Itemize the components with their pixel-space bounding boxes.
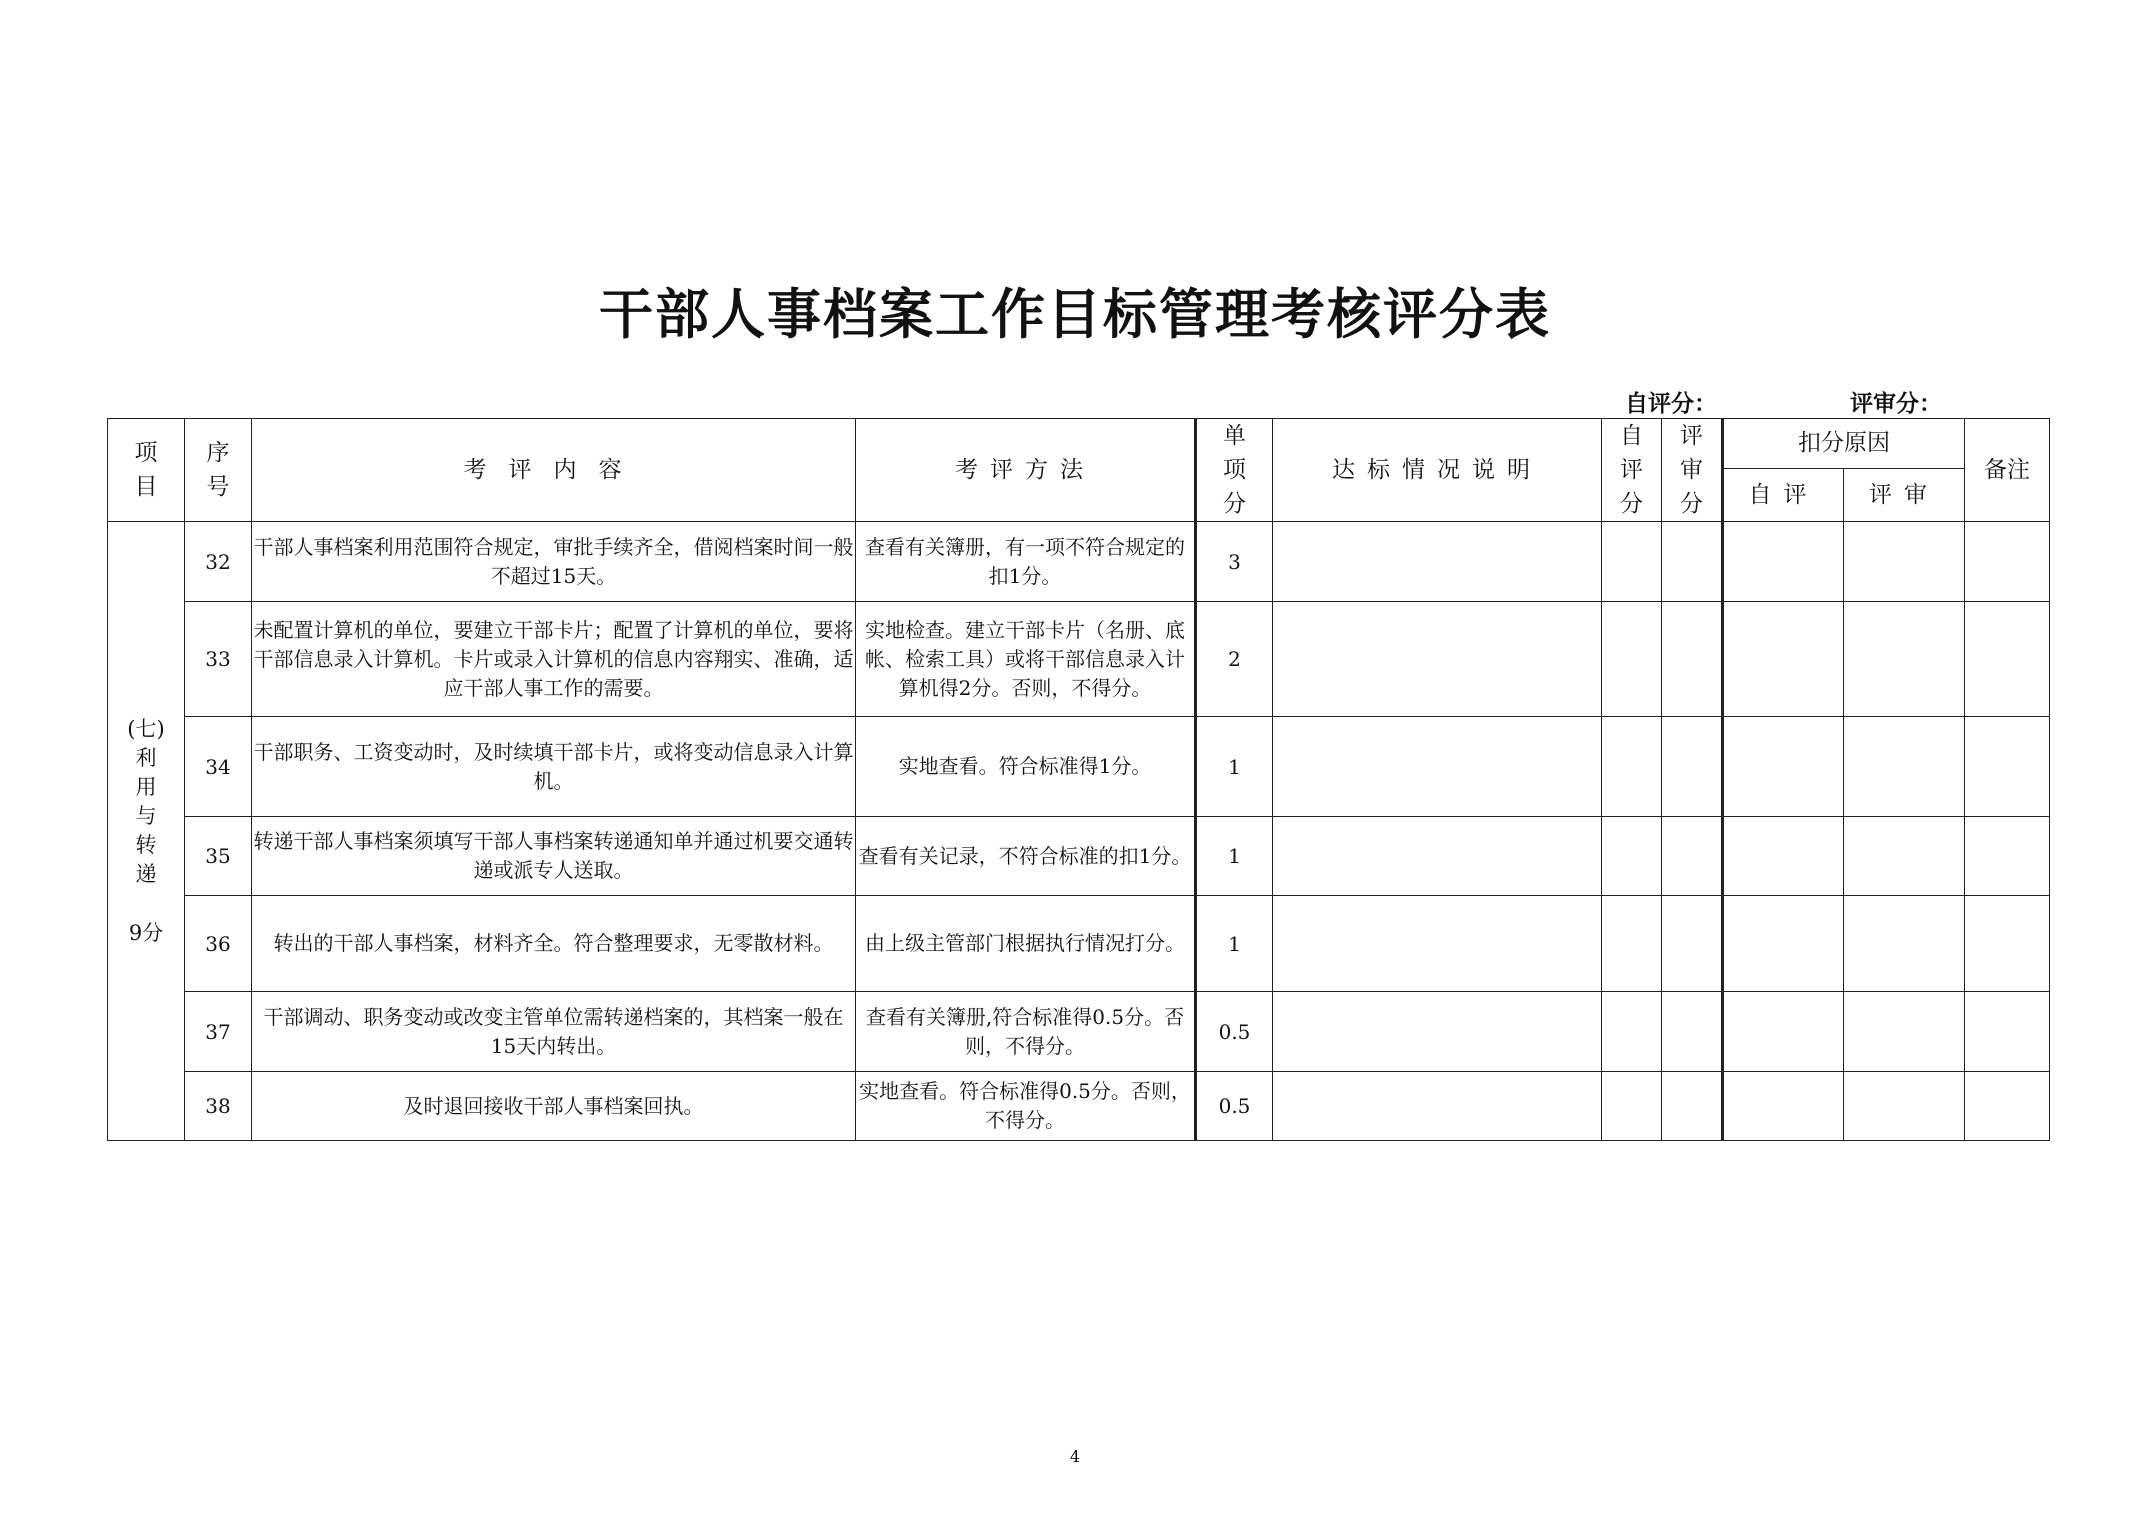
row-deduction-self-cell[interactable] [1723, 992, 1844, 1072]
row-review-score-cell[interactable] [1662, 896, 1723, 992]
row-explanation-cell[interactable] [1273, 602, 1602, 717]
row-seq: 37 [185, 992, 252, 1072]
table-row [108, 717, 2050, 817]
header-seq-line: 号 [206, 474, 230, 500]
row-points: 2 [1196, 602, 1273, 717]
row-self-score-cell[interactable] [1602, 522, 1662, 602]
category-points: 9分 [128, 920, 164, 945]
row-review-score-cell[interactable] [1662, 717, 1723, 817]
header-remarks: 备注 [1965, 419, 2050, 522]
row-self-score-cell[interactable] [1602, 1072, 1662, 1141]
row-review-score-cell[interactable] [1662, 817, 1723, 896]
header-deduction-reason: 扣分原因 [1723, 419, 1965, 469]
header-self-score [1602, 419, 1662, 522]
row-deduction-self-cell[interactable] [1723, 896, 1844, 992]
header-deduction-review: 评审 [1844, 468, 1965, 521]
row-review-score-cell[interactable] [1662, 602, 1723, 717]
header-points-line: 分 [1223, 491, 1246, 517]
row-self-score-cell[interactable] [1602, 717, 1662, 817]
table-row [108, 992, 2050, 1072]
category-line: 用 [135, 774, 157, 799]
row-method: 由上级主管部门根据执行情况打分。 [856, 896, 1196, 992]
row-review-score-cell[interactable] [1662, 1072, 1723, 1141]
table-row [108, 896, 2050, 992]
row-deduction-self-cell[interactable] [1723, 602, 1844, 717]
header-method: 考评方法 [856, 419, 1196, 522]
row-method: 查看有关记录，不符合标准的扣1分。 [856, 817, 1196, 896]
row-deduction-review-cell[interactable] [1844, 522, 1965, 602]
row-explanation-cell[interactable] [1273, 522, 1602, 602]
row-content: 干部人事档案利用范围符合规定，审批手续齐全，借阅档案时间一般不超过15天。 [252, 522, 856, 602]
table-row [108, 602, 2050, 717]
header-review-score-line: 分 [1680, 491, 1703, 517]
row-seq: 32 [185, 522, 252, 602]
category-line: 利 [135, 745, 157, 770]
row-content: 未配置计算机的单位，要建立干部卡片；配置了计算机的单位，要将干部信息录入计算机。卡片或录入计算机的信息内容翔实、准确，适应干部人事工作的需要。 [252, 602, 856, 717]
header-review-score-line: 审 [1680, 457, 1703, 483]
row-seq: 38 [185, 1072, 252, 1141]
header-self-score-line: 自 [1620, 423, 1643, 449]
row-explanation-cell[interactable] [1273, 992, 1602, 1072]
table-row [108, 1072, 2050, 1141]
row-self-score-cell[interactable] [1602, 602, 1662, 717]
row-points: 3 [1196, 522, 1273, 602]
header-item [108, 419, 185, 522]
row-method: 实地查看。符合标准得0.5分。否则，不得分。 [856, 1072, 1196, 1141]
row-deduction-self-cell[interactable] [1723, 522, 1844, 602]
row-review-score-cell[interactable] [1662, 992, 1723, 1072]
header-review-score [1662, 419, 1723, 522]
header-explanation: 达标情况说明 [1273, 419, 1602, 522]
page-number: 4 [1069, 1447, 1081, 1466]
header-points [1196, 419, 1273, 522]
row-content: 干部职务、工资变动时，及时续填干部卡片，或将变动信息录入计算机。 [252, 717, 856, 817]
category-cell [108, 522, 185, 1141]
row-explanation-cell[interactable] [1273, 817, 1602, 896]
category-line: 与 [135, 803, 157, 828]
header-seq-line: 序 [206, 440, 230, 466]
row-self-score-cell[interactable] [1602, 817, 1662, 896]
scoring-table [107, 418, 2050, 1141]
row-remarks-cell[interactable] [1965, 817, 2050, 896]
row-points: 1 [1196, 896, 1273, 992]
category-line: 递 [135, 861, 157, 886]
row-deduction-review-cell[interactable] [1844, 992, 1965, 1072]
header-row [108, 419, 2050, 469]
row-remarks-cell[interactable] [1965, 1072, 2050, 1141]
row-deduction-review-cell[interactable] [1844, 817, 1965, 896]
row-points: 0.5 [1196, 1072, 1273, 1141]
row-deduction-self-cell[interactable] [1723, 1072, 1844, 1141]
row-deduction-review-cell[interactable] [1844, 717, 1965, 817]
row-explanation-cell[interactable] [1273, 717, 1602, 817]
row-seq: 35 [185, 817, 252, 896]
header-review-score-line: 评 [1680, 423, 1703, 449]
row-content: 转出的干部人事档案，材料齐全。符合整理要求，无零散材料。 [252, 896, 856, 992]
row-method: 实地查看。符合标准得1分。 [856, 717, 1196, 817]
header-item-line: 目 [134, 474, 158, 500]
header-self-score-line: 分 [1620, 491, 1643, 517]
row-deduction-review-cell[interactable] [1844, 1072, 1965, 1141]
category-line: (七) [127, 716, 165, 741]
header-seq [185, 419, 252, 522]
row-remarks-cell[interactable] [1965, 896, 2050, 992]
review-score-label: 评审分： [1850, 391, 1942, 417]
row-remarks-cell[interactable] [1965, 522, 2050, 602]
header-self-score-line: 评 [1620, 457, 1643, 483]
row-review-score-cell[interactable] [1662, 522, 1723, 602]
header-points-line: 项 [1223, 457, 1246, 483]
page-title: 干部人事档案工作目标管理考核评分表 [599, 283, 1551, 346]
row-method: 查看有关簿册，有一项不符合规定的扣1分。 [856, 522, 1196, 602]
header-deduction-self: 自评 [1723, 468, 1844, 521]
row-deduction-self-cell[interactable] [1723, 817, 1844, 896]
row-content: 及时退回接收干部人事档案回执。 [252, 1072, 856, 1141]
row-content: 转递干部人事档案须填写干部人事档案转递通知单并通过机要交通转递或派专人送取。 [252, 817, 856, 896]
row-points: 1 [1196, 817, 1273, 896]
row-points: 1 [1196, 717, 1273, 817]
row-remarks-cell[interactable] [1965, 992, 2050, 1072]
row-explanation-cell[interactable] [1273, 1072, 1602, 1141]
row-content: 干部调动、职务变动或改变主管单位需转递档案的，其档案一般在15天内转出。 [252, 992, 856, 1072]
row-seq: 33 [185, 602, 252, 717]
table-row [108, 522, 2050, 602]
row-seq: 36 [185, 896, 252, 992]
row-seq: 34 [185, 717, 252, 817]
row-deduction-review-cell[interactable] [1844, 602, 1965, 717]
row-self-score-cell[interactable] [1602, 896, 1662, 992]
row-method: 实地检查。建立干部卡片（名册、底帐、检索工具）或将干部信息录入计算机得2分。否则，不得分。 [856, 602, 1196, 717]
table-row [108, 817, 2050, 896]
row-deduction-self-cell[interactable] [1723, 717, 1844, 817]
row-self-score-cell[interactable] [1602, 992, 1662, 1072]
row-remarks-cell[interactable] [1965, 717, 2050, 817]
row-deduction-review-cell[interactable] [1844, 896, 1965, 992]
header-points-line: 单 [1223, 423, 1246, 449]
header-content: 考评内容 [252, 419, 856, 522]
row-remarks-cell[interactable] [1965, 602, 2050, 717]
header-item-line: 项 [134, 440, 158, 466]
category-line: 转 [135, 832, 157, 857]
self-score-label: 自评分： [1625, 391, 1717, 417]
row-explanation-cell[interactable] [1273, 896, 1602, 992]
row-method: 查看有关簿册,符合标准得0.5分。否则，不得分。 [856, 992, 1196, 1072]
row-points: 0.5 [1196, 992, 1273, 1072]
